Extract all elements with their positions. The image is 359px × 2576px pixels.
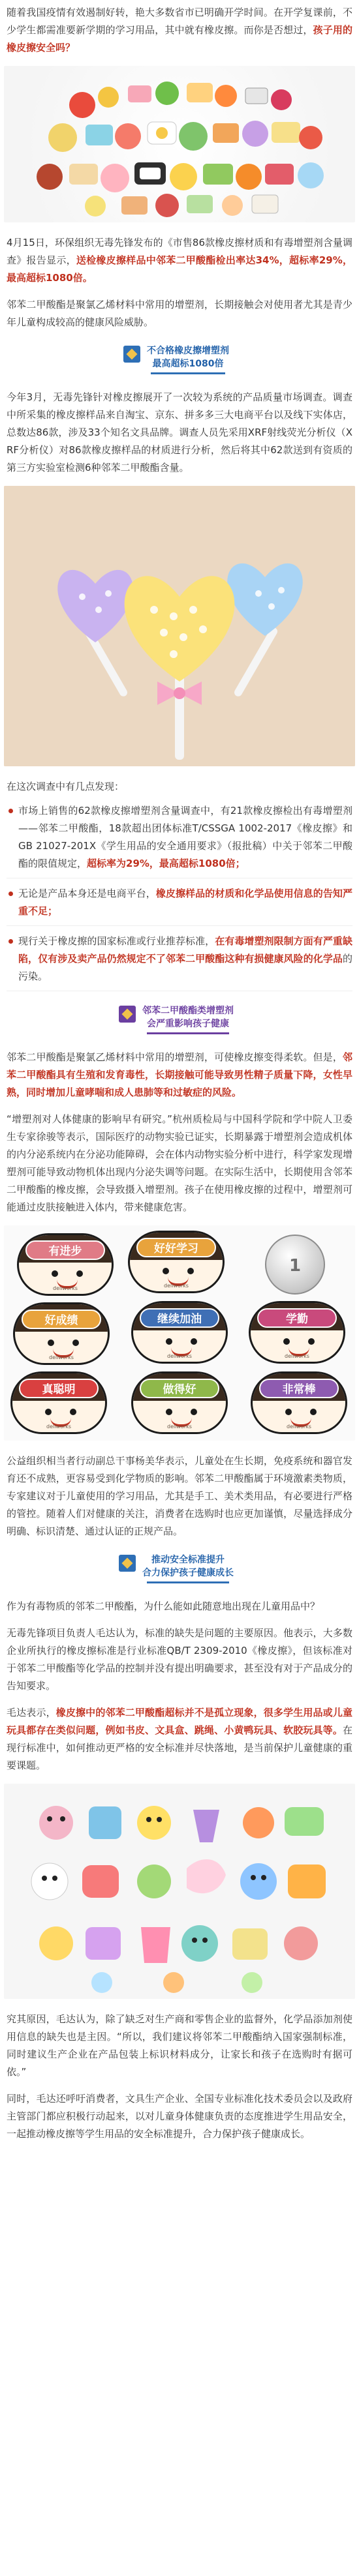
banner-tag-icon: [119, 1555, 136, 1572]
finding-item: [7, 933, 352, 991]
reform-paragraph: [7, 1704, 352, 1775]
question-paragraph: 作为有毒物质的邻苯二甲酸酯，为什么能如此随意地出现在儿童用品中？: [7, 1600, 320, 1612]
heart-lollipop-eraser-photo: [4, 486, 355, 766]
finding-text: 无论是产品本身还是电商平台，: [18, 888, 156, 899]
finding-highlight: 超标率为29%，最高超标1080倍；: [87, 858, 245, 869]
eraser-badge: [131, 1371, 228, 1434]
coin-value: 1: [289, 1256, 302, 1276]
eraser-label: 继续加油: [140, 1308, 219, 1328]
eraser-brand: deliworks: [287, 1424, 311, 1430]
banner-1-line-2: 最高超标1080倍: [152, 359, 224, 369]
finding-item: [7, 885, 352, 926]
food-eraser-photo: [4, 66, 355, 222]
danger-paragraph: [7, 1049, 352, 1101]
eraser-brand: deliworks: [167, 1353, 192, 1359]
reform-highlight: 橡皮擦中的邻苯二甲酸酯超标并不是孤立现象，很多学生用品或儿童玩具都存在类似问题，例如书皮、文具盒、跳绳、小黄鸭玩具、软胶玩具等。: [7, 1707, 352, 1736]
reform-after: 在现行标准中，如何推动更严格的安全标准并尽快落地，是当前保护儿童健康的重要课题。: [7, 1724, 352, 1771]
eraser-brand: deliworks: [164, 1283, 189, 1289]
eraser-brand: deliworks: [49, 1355, 74, 1360]
intro-text: 随着我国疫情有效遏制好转，艳大多数省市已明确开学时间。在开学复课前，不少学生都需准要新学期的学习用品，其中就有橡皮擦。而你是否想过，: [7, 7, 352, 36]
test-paragraph: 今年3月，无毒先锋针对橡皮擦展开了一次较为系统的产品质量市场调查。调查中所采集的橡皮擦样品来自淘宝、京东、拼多多三大电商平台以及线下实体店，总数达86款，涉及33个知名文具品牌。调查人员先采用XRF射线荧光分析仪（XRF分析仪）对86款橡皮擦样品的材质进行分析，然后将其中62款送到有资质的第三方实验室检测6种邻苯二甲酸酯含量。: [7, 391, 352, 473]
news-text: 4月15日，环保组织无毒先锋发布的《市售86款橡皮擦材质和有毒增塑剂含量调查》报告显示，: [7, 237, 352, 266]
harm-paragraph: 邻苯二甲酸酯是聚氯乙烯材料中常用的增塑剂，长期接触会对使用者尤其是青少年儿童构成较高的健康风险威胁。: [7, 299, 352, 328]
eraser-brand: deliworks: [167, 1424, 192, 1430]
news-paragraph: [7, 234, 352, 287]
eraser-badge: [131, 1301, 228, 1364]
danger-text: 邻苯二甲酸酯是聚氯乙烯材料中常用的增塑剂，可使橡皮擦变得柔软。但是，: [7, 1051, 343, 1063]
expert-paragraph: “增塑剂对人体健康的影响早有研究。”杭州质检局与中国科学院和学中院人卫委生专家徐骏等表示，国际医疗的动物实验已证实，长期暴露于增塑剂会造成机体的内分泌系统内在分泌功能障碍，会在体内动物实验分析中进行，科学家发现增塑剂可能导致动物机体出现内分泌失调等问题。在实际生活中，长期使用含邻苯二甲酸酯的橡皮擦，会导致摄入增塑剂。孩子在使用橡皮擦的过程中，增塑剂可能通过皮肤接触进入体内，带来健康危害。: [7, 1113, 352, 1213]
eraser-badge: [17, 1233, 114, 1296]
finding-text: 现行关于橡皮擦的国家标准或行业推荐标准，: [18, 935, 215, 947]
intro-highlight: 孩子用的橡皮擦安全吗？: [7, 24, 352, 53]
banner-3-line-2: 合力保护孩子健康成长: [142, 1568, 234, 1578]
section-banner-2: [4, 1000, 355, 1038]
eraser-label: 真聪明: [19, 1379, 99, 1398]
coin-size-reference: [265, 1235, 325, 1295]
section-banner-1: [4, 340, 355, 378]
eraser-label: 好成绩: [22, 1310, 101, 1329]
toy-erasers-illustration: [4, 1784, 355, 1999]
banner-tag-icon: [123, 346, 140, 363]
eraser-label: 做得好: [140, 1379, 219, 1398]
toy-eraser-photo: [4, 1784, 355, 1999]
banner-underline: [151, 372, 225, 374]
finding-text: 市场上销售的62款橡皮擦增塑剂含量调查中，有21款橡皮擦检出有毒增塑剂——邻苯二甲酸酯，18款超出团体标准T/CSSGA 1002-2017《橡皮擦》和GB 21027-201X《学生用品的安全通用要求》（报批稿）中关于邻苯二甲酸酯的限值规定，: [18, 805, 352, 869]
eraser-brand: deliworks: [46, 1424, 71, 1430]
conclusion-paragraph: 究其原因，毛达认为，除了缺乏对生产商和零售企业的监督外，化学品添加剂使用信息的缺失也是主因。“所以，我们建议将邻苯二甲酸酯纳入国家强制标准，同时建议生产企业在产品包装上标识材料成分，让家长和孩子在选购时有据可依。”: [7, 2013, 352, 2078]
news-highlight: 送检橡皮擦样品中邻苯二甲酸酯检出率达34%，超标率29%，最高超标1080倍。: [7, 254, 352, 284]
smiley-eraser-photo: [4, 1225, 355, 1441]
finding-after: 的污染。: [18, 953, 352, 982]
finding-item: [7, 802, 352, 878]
banner-underline: [147, 1032, 229, 1034]
reform-text: 毛达表示，: [7, 1707, 56, 1718]
eraser-brand: deliworks: [285, 1353, 309, 1359]
banner-2-line-2: 会严重影响孩子健康: [147, 1019, 229, 1029]
banner-2-line-1: 邻苯二甲酸酯类增塑剂: [142, 1006, 234, 1016]
eraser-label: 好好学习: [136, 1238, 216, 1257]
eraser-label: 学勤: [257, 1308, 337, 1328]
public-paragraph: 公益组织相当者行动副总干事杨美华表示，儿童处在生长期，免疫系统和器官发育还不成熟，更容易受到化学物质的影响。邻苯二甲酸酯属于环境激素类物质，专家建议对于儿童使用的学习用品，尤其是手工、美术类用品，有必要进行严格的管控。随着人们对健康的关注，消费者在选购时也应更加谨慎，尽量选择成分明确、标识清楚、通过认证的正规产品。: [7, 1455, 352, 1537]
eraser-brand: deliworks: [53, 1285, 78, 1291]
eraser-badge: [13, 1302, 110, 1365]
standard-paragraph: 无毒先锋项目负责人毛达认为，标准的缺失是问题的主要原因。他表示，大多数企业所执行的橡皮擦标准是行业标准QB/T 2309-2010《橡皮擦》，但该标准对于邻苯二甲酸酯等化学品的控制并没有提出明确要求，甚至没有对于产品成分的告知要求。: [7, 1627, 352, 1692]
intro-paragraph: [7, 4, 352, 57]
eraser-label: 非常棒: [259, 1379, 339, 1398]
eraser-badge: [251, 1371, 347, 1434]
finding-highlight: 橡皮擦样品的材质和化学品使用信息的告知严重不足；: [18, 888, 352, 917]
eraser-badge: [128, 1231, 225, 1293]
eraser-badge: [249, 1301, 345, 1364]
banner-1-line-1: 不合格橡皮擦增塑剂: [147, 346, 229, 356]
findings-list: [7, 802, 352, 991]
eraser-label: 有进步: [25, 1240, 105, 1260]
survey-lead: 在这次调查中有几点发现：: [7, 781, 125, 792]
final-paragraph: 同时，毛达还呼吁消费者，文具生产企业、全国专业标准化技术委员会以及政府主管部门都应积极行动起来，以对儿童身体健康负责的态度推进学生用品安全，一起推动橡皮擦等学生用品的安全标准提升，合力保护孩子健康成长。: [7, 2093, 352, 2140]
food-erasers-illustration: [4, 66, 355, 222]
eraser-badge: [10, 1371, 107, 1434]
danger-highlight: 邻苯二甲酸酯具有生殖和发育毒性，长期接触可能导致男性精子质量下降，女性早熟，同时增加儿童哮喘和成人患肺等和过敏症的风险。: [7, 1051, 352, 1098]
banner-underline: [147, 1581, 229, 1583]
finding-highlight: 在有毒增塑剂限制方面有严重缺陷，仅有涉及卖产品仍然规定不了邻苯二甲酸酯这种有损健康风险的化学品: [18, 935, 352, 965]
banner-3-line-1: 推动安全标准提升: [151, 1555, 225, 1565]
section-banner-3: [4, 1550, 355, 1587]
banner-tag-icon: [119, 1006, 136, 1023]
heart-lollipop-illustration: [4, 486, 355, 766]
